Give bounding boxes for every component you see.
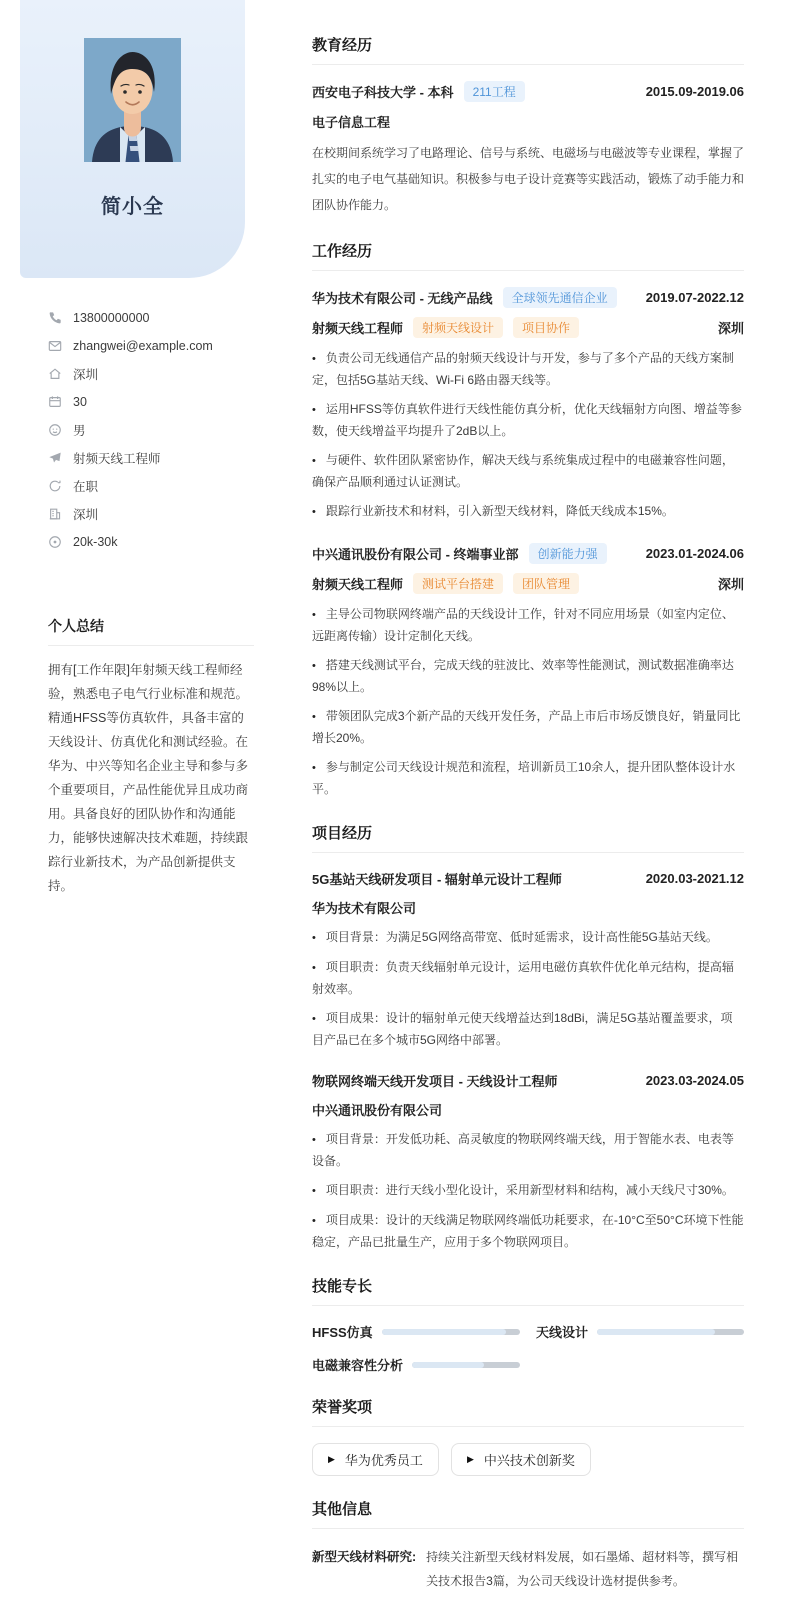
job-icon — [48, 451, 62, 465]
contact-item-home-city — [48, 360, 243, 388]
bullet-item: • 项目成果：设计的天线满足物联网终端低功耗要求，在-10°C至50°C环境下性能稳定，产品已批量生产，应用于多个物联网项目。 — [312, 1213, 744, 1249]
project-period: 2020.03-2021.12 — [645, 871, 744, 886]
project-entry — [312, 869, 744, 1051]
project-company: 中兴通讯股份有限公司 — [312, 1103, 443, 1118]
other-info-label: 新型天线材料研究: — [312, 1550, 417, 1564]
status-icon — [48, 479, 62, 493]
other-info-row — [312, 1545, 744, 1593]
company-name: 华为技术有限公司 - 无线产品线 — [312, 291, 493, 306]
age-icon — [48, 395, 62, 409]
salary-icon — [48, 535, 62, 549]
education-entry — [312, 81, 744, 218]
contact-value: 30 — [73, 395, 87, 409]
company-badge: 全球领先通信企业 — [503, 287, 617, 308]
school-name: 西安电子科技大学 - 本科 — [312, 85, 454, 100]
awards-row — [312, 1443, 744, 1476]
education-period: 2015.09-2019.06 — [645, 84, 744, 99]
work-entry — [312, 543, 744, 800]
other-info-text: 持续关注新型天线材料发展，如石墨烯、超材料等，撰写相关技术报告3篇，为公司天线设计选材提供参考。 — [426, 1550, 739, 1588]
bullet-item: • 项目背景：为满足5G网络高带宽、低时延需求，设计高性能5G基站天线。 — [312, 930, 718, 944]
bullet-item: • 项目职责：进行天线小型化设计，采用新型材料和结构，减小天线尺寸30%。 — [312, 1183, 734, 1197]
other-section — [312, 1498, 744, 1593]
education-description: 在校期间系统学习了电路理论、信号与系统、电磁场与电磁波等专业课程，掌握了扎实的电子电气基础知识。积极参与电子设计竞赛等实践活动，锻炼了动手能力和团队协作能力。 — [312, 146, 745, 212]
work-location: 深圳 — [717, 577, 744, 592]
role-tag: 射频天线设计 — [413, 317, 503, 338]
projects-section — [312, 822, 744, 1253]
other-title: 其他信息 — [312, 1498, 744, 1529]
role-tag: 团队管理 — [513, 573, 579, 594]
skill-bar-track — [597, 1329, 744, 1335]
play-icon: ▶ — [466, 1454, 474, 1464]
bullet-item: • 与硬件、软件团队紧密协作，解决天线与系统集成过程中的电磁兼容性问题，确保产品顺利通过认证测试。 — [312, 453, 734, 489]
skills-title: 技能专长 — [312, 1275, 744, 1306]
gender-icon — [48, 423, 62, 437]
honors-title: 荣誉奖项 — [312, 1396, 744, 1427]
contact-value: zhangwei@example.com — [73, 339, 213, 353]
contact-list — [48, 304, 243, 556]
award-pill — [451, 1443, 591, 1476]
project-period: 2023.03-2024.05 — [645, 1073, 744, 1088]
skill-bar-fill — [382, 1329, 506, 1335]
summary-section — [48, 616, 254, 898]
work-section — [312, 240, 744, 800]
work-location: 深圳 — [717, 321, 744, 336]
skill-bar-track — [412, 1362, 520, 1368]
bullet-item: • 搭建天线测试平台，完成天线的驻波比、效率等性能测试，测试数据准确率达98%以上。 — [312, 658, 734, 694]
contact-value: 20k-30k — [73, 535, 118, 549]
contact-value: 在职 — [73, 480, 99, 494]
major-name: 电子信息工程 — [312, 115, 391, 130]
work-period: 2019.07-2022.12 — [645, 290, 744, 305]
skill-item — [536, 1322, 744, 1341]
contact-item-job-title — [48, 444, 243, 472]
project-company: 华为技术有限公司 — [312, 901, 417, 916]
award-label: 中兴技术创新奖 — [483, 1453, 575, 1468]
company-badge: 创新能力强 — [529, 543, 607, 564]
work-bullets — [312, 348, 744, 523]
work-entry — [312, 287, 744, 523]
company-name: 中兴通讯股份有限公司 - 终端事业部 — [312, 547, 519, 562]
role-title: 射频天线工程师 — [312, 577, 404, 592]
skill-item — [312, 1322, 520, 1341]
contact-item-salary — [48, 528, 243, 556]
summary-title: 个人总结 — [48, 616, 254, 646]
bullet-item: • 项目成果：设计的辐射单元使天线增益达到18dBi，满足5G基站覆盖要求，项目产品已在多个城市5G网络中部署。 — [312, 1011, 733, 1047]
main-content — [312, 0, 744, 1615]
skill-item — [312, 1355, 520, 1374]
contact-item-phone — [48, 304, 243, 332]
award-label: 华为优秀员工 — [344, 1453, 423, 1468]
education-title: 教育经历 — [312, 34, 744, 65]
contact-item-work-city — [48, 500, 243, 528]
bullet-item: • 参与制定公司天线设计规范和流程，培训新员工10余人，提升团队整体设计水平。 — [312, 760, 736, 796]
contact-value: 深圳 — [73, 508, 99, 522]
summary-text: 拥有[工作年限]年射频天线工程师经验，熟悉电子电气行业标准和规范。精通HFSS等仿真软件，具备丰富的天线设计、仿真优化和测试经验。在华为、中兴等知名企业主导和参与多个重要项目，产品性能优异且成功商用。具备良好的团队协作和沟通能力，能够快速解决技术难题，持续跟踪行业新技术，为产品创新提供支持。 — [48, 663, 249, 893]
honors-section — [312, 1396, 744, 1476]
skill-name: HFSS仿真 — [312, 1325, 373, 1340]
contact-item-gender — [48, 416, 243, 444]
skill-bar-fill — [597, 1329, 715, 1335]
school-badge: 211工程 — [464, 81, 525, 102]
work-bullets — [312, 604, 744, 800]
profile-photo — [84, 38, 181, 162]
skill-bar-fill — [412, 1362, 484, 1368]
role-tag: 测试平台搭建 — [413, 573, 503, 594]
skills-section — [312, 1275, 744, 1374]
profile-card — [20, 0, 245, 278]
contact-item-age — [48, 388, 243, 416]
contact-value: 男 — [73, 424, 86, 438]
bullet-item: • 主导公司物联网终端产品的天线设计工作，针对不同应用场景（如室内定位、远距离传输）设计定制化天线。 — [312, 607, 734, 643]
award-pill — [312, 1443, 439, 1476]
bullet-item: • 负责公司无线通信产品的射频天线设计与开发，参与了多个产品的天线方案制定，包括5G基站天线、Wi-Fi 6路由器天线等。 — [312, 351, 734, 387]
bullet-item: • 跟踪行业新技术和材料，引入新型天线材料，降低天线成本15%。 — [312, 504, 674, 518]
work-period: 2023.01-2024.06 — [645, 546, 744, 561]
role-tag: 项目协作 — [513, 317, 579, 338]
person-name: 简小全 — [101, 196, 164, 218]
home-icon — [48, 367, 62, 381]
contact-value: 射频天线工程师 — [73, 452, 161, 466]
play-icon: ▶ — [328, 1454, 335, 1464]
building-icon — [48, 507, 62, 521]
project-entry — [312, 1071, 744, 1253]
skill-name: 电磁兼容性分析 — [312, 1358, 404, 1373]
project-name: 物联网终端天线开发项目 - 天线设计工程师 — [312, 1074, 558, 1089]
sidebar — [20, 0, 249, 898]
education-section — [312, 34, 744, 218]
bullet-item: • 运用HFSS等仿真软件进行天线性能仿真分析，优化天线辐射方向图、增益等参数，使天线增益平均提升了2dB以上。 — [312, 402, 742, 438]
contact-value: 13800000000 — [73, 311, 150, 325]
project-name: 5G基站天线研发项目 - 辐射单元设计工程师 — [312, 872, 562, 887]
contact-item-status — [48, 472, 243, 500]
project-bullets — [312, 1129, 744, 1253]
contact-item-email — [48, 332, 243, 360]
email-icon — [48, 339, 62, 353]
work-title: 工作经历 — [312, 240, 744, 271]
contact-value: 深圳 — [73, 368, 99, 382]
role-title: 射频天线工程师 — [312, 321, 404, 336]
skill-bar-track — [382, 1329, 520, 1335]
bullet-item: • 带领团队完成3个新产品的天线开发任务，产品上市后市场反馈良好，销量同比增长20%。 — [312, 709, 741, 745]
phone-icon — [48, 311, 62, 325]
project-bullets — [312, 927, 744, 1051]
projects-title: 项目经历 — [312, 822, 744, 853]
skills-grid — [312, 1322, 744, 1374]
bullet-item: • 项目职责：负责天线辐射单元设计，运用电磁仿真软件优化单元结构，提高辐射效率。 — [312, 960, 734, 996]
bullet-item: • 项目背景：开发低功耗、高灵敏度的物联网终端天线，用于智能水表、电表等设备。 — [312, 1132, 734, 1168]
skill-name: 天线设计 — [536, 1325, 589, 1340]
